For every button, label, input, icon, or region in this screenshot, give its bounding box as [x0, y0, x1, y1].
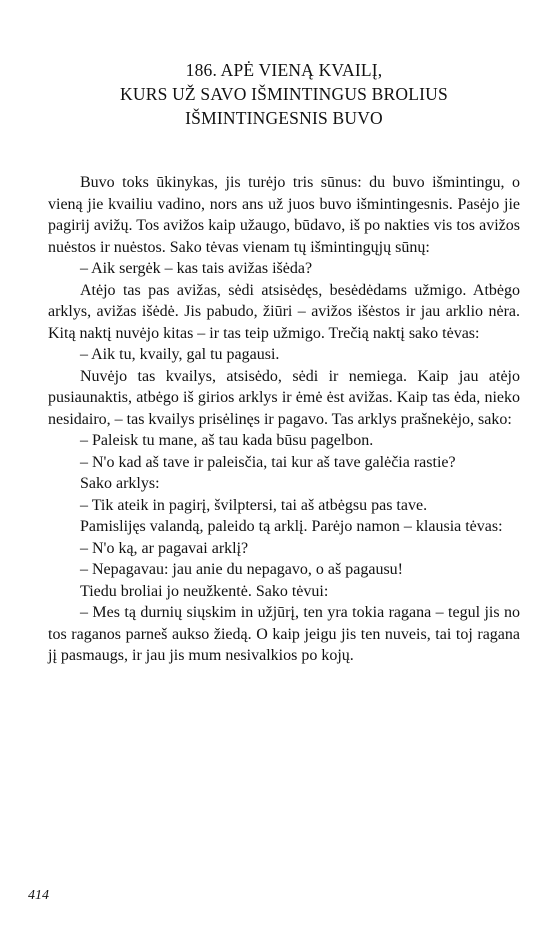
title-line: 186. APĖ VIENĄ KVAILĮ, — [185, 60, 383, 80]
paragraph: Nuvėjo tas kvailys, atsisėdo, sėdi ir nemiega. Kaip jau atėjo pusiaunaktis, atbėgo iš girios arklys ir ėmė ėst avižas. Kaip tas ėda, nieko nesidairo, – tas kvailys prisėlinęs ir pagavo. Tas arklys prašnekėjo, sako: — [48, 367, 520, 428]
paragraph: – Paleisk tu mane, aš tau kada būsu pagelbon. — [80, 432, 374, 449]
paragraph: Pamislijęs valandą, paleido tą arklį. Parėjo namon – klausia tėvas: — [80, 518, 503, 535]
paragraph: Atėjo tas pas avižas, sėdi atsisėdęs, besėdėdams užmigo. Atbėgo arklys, avižas išėdė. Jis pabudo, žiūri – avižos išėstos ir jau arklio nėra. Kitą naktį nuvėjo kitas – ir tas teip užmigo. Trečią naktį sako tėvas: — [48, 281, 520, 342]
page-number: 414 — [28, 888, 49, 903]
paragraph: Buvo toks ūkinykas, jis turėjo tris sūnus: du buvo išmintingu, o vieną jie kvailiu vadino, nors ans už juos buvo išmintingesnis. Pasėjo jie pagirij avižų. Tos avižos kaip užaugo, būdavo, iš po nakties vis tos avižos nuėstos ir nuėstos. Sako tėvas vienam tų išmintingųjų sūnų: — [48, 174, 520, 256]
paragraph: – N'o kad aš tave ir paleisčia, tai kur aš tave galėčia rastie? — [80, 453, 456, 471]
paragraph: – N'o ką, ar pagavai arklį? — [80, 539, 249, 557]
paragraph: Sako arklys: — [80, 475, 160, 492]
paragraph: – Tik ateik in pagirį, švilptersi, tai aš atbėgsu pas tave. — [80, 496, 428, 514]
paragraph: – Aik tu, kvaily, gal tu pagausi. — [80, 346, 280, 363]
title-line: IŠMINTINGESNIS BUVO — [185, 108, 383, 128]
story-text — [48, 172, 520, 667]
paragraph: – Nepagavau: jau anie du nepagavo, o aš pagausu! — [80, 561, 403, 578]
book-page — [48, 58, 520, 667]
paragraph: Tiedu broliai jo neužkentė. Sako tėvui: — [80, 582, 329, 600]
title-line: KURS UŽ SAVO IŠMINTINGUS BROLIUS — [120, 84, 448, 104]
story-title — [48, 58, 520, 130]
paragraph: – Aik sergėk – kas tais avižas išėda? — [80, 260, 313, 277]
paragraph: – Mes tą durnių siųskim in užjūrį, ten yra tokia ragana – tegul jis no tos raganos parneš aukso žiedą. O kaip jeigu jis ten nuveis, tai toj ragana jį pasmaugs, ir jau jis mum nesivalkios po kojų. — [48, 604, 520, 664]
